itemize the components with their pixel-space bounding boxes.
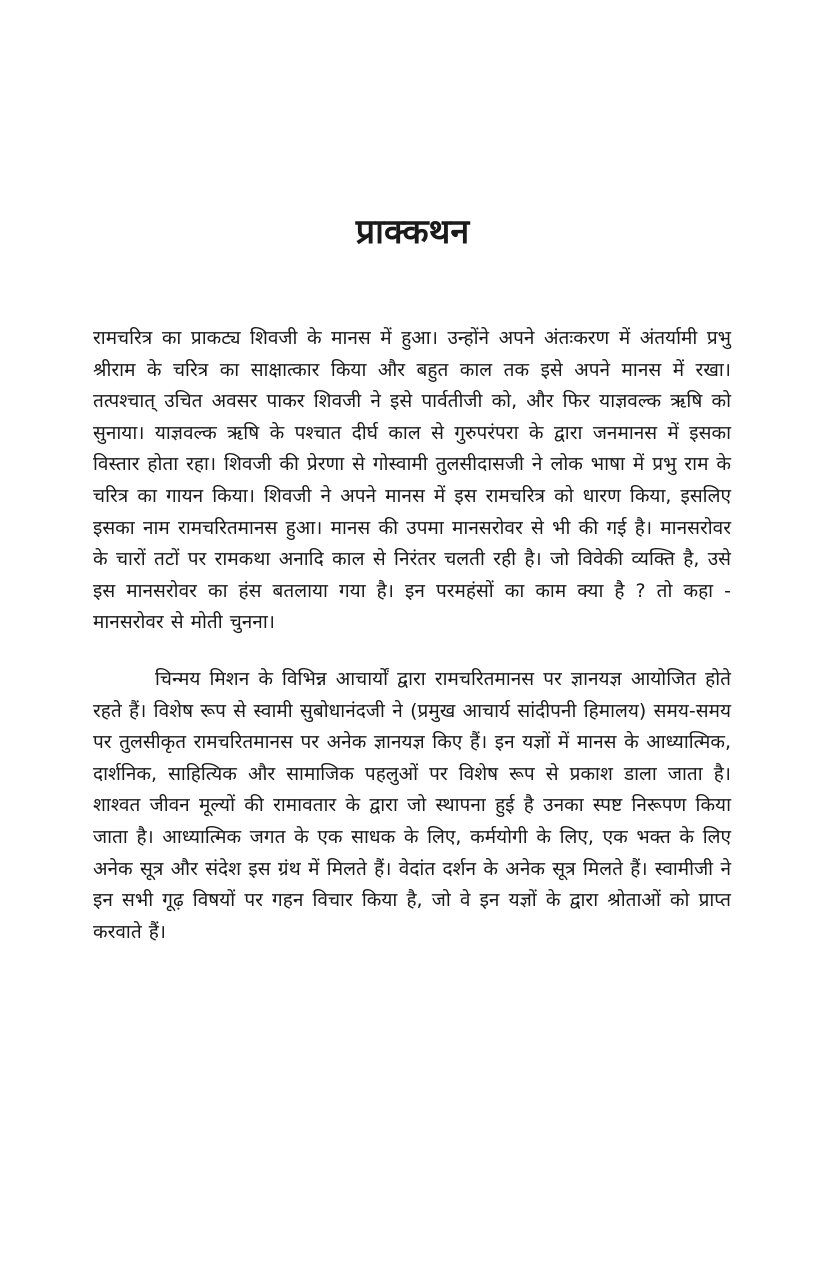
paragraph-1: रामचरित्र का प्राकट्य शिवजी के मानस में हुआ। उन्होंने अपने अंतःकरण में अंतर्यामी प्रभु श्रीराम के चरित्र का साक्षात्कार किया और बहुत काल तक इसे अपने मानस में रखा। तत्पश्चात् उचित अवसर पाकर शिवजी ने इसे पार्वतीजी को, और फिर याज्ञवल्क ऋषि को सुनाया। याज्ञवल्क ऋषि के पश्चात दीर्घ काल से गुरुपरंपरा के द्वारा जनमानस में इसका विस्तार होता रहा। शिवजी की प्रेरणा से गोस्वामी तुलसीदासजी ने लोक भाषा में प्रभु राम के चरित्र का गायन किया। शिवजी ने अपने मानस में इस रामचरित्र को धारण किया, इसलिए इसका नाम रामचरितमानस हुआ। मानस की उपमा मानसरोवर से भी की गई है। मानसरोवर के चारों तटों पर रामकथा अनादि काल से निरंतर चलती रही है। जो विवेकी व्यक्ति है, उसे इस मानसरोवर का हंस बतलाया गया है। इन परमहंसों का काम क्या है ? तो कहा - मानसरोवर से मोती चुनना।	[93, 327, 731, 634]
body-text	[93, 323, 731, 948]
paragraph-2: चिन्मय मिशन के विभिन्न आचार्यों द्वारा रामचरितमानस पर ज्ञानयज्ञ आयोजित होते रहते हैं। विशेष रूप से स्वामी सुबोधानंदजी ने (प्रमुख आचार्य सांदीपनी हिमालय) समय-समय पर तुलसीकृत रामचरितमानस पर अनेक ज्ञानयज्ञ किए हैं। इन यज्ञों में मानस के आध्यात्मिक, दार्शनिक, साहित्यिक और सामाजिक पहलुओं पर विशेष रूप से प्रकाश डाला जाता है। शाश्वत जीवन मूल्यों की रामावतार के द्वारा जो स्थापना हुई है उनका स्पष्ट निरूपण किया जाता है। आध्यात्मिक जगत के एक साधक के लिए, कर्मयोगी के लिए, एक भक्त के लिए अनेक सूत्र और संदेश इस ग्रंथ में मिलते हैं। वेदांत दर्शन के अनेक सूत्र मिलते हैं। स्वामीजी ने इन सभी गूढ़ विषयों पर गहन विचार किया है, जो वे इन यज्ञों के द्वारा श्रोताओं को प्राप्त करवाते हैं।	[93, 667, 731, 943]
page-title: प्राक्कथन	[355, 212, 470, 252]
